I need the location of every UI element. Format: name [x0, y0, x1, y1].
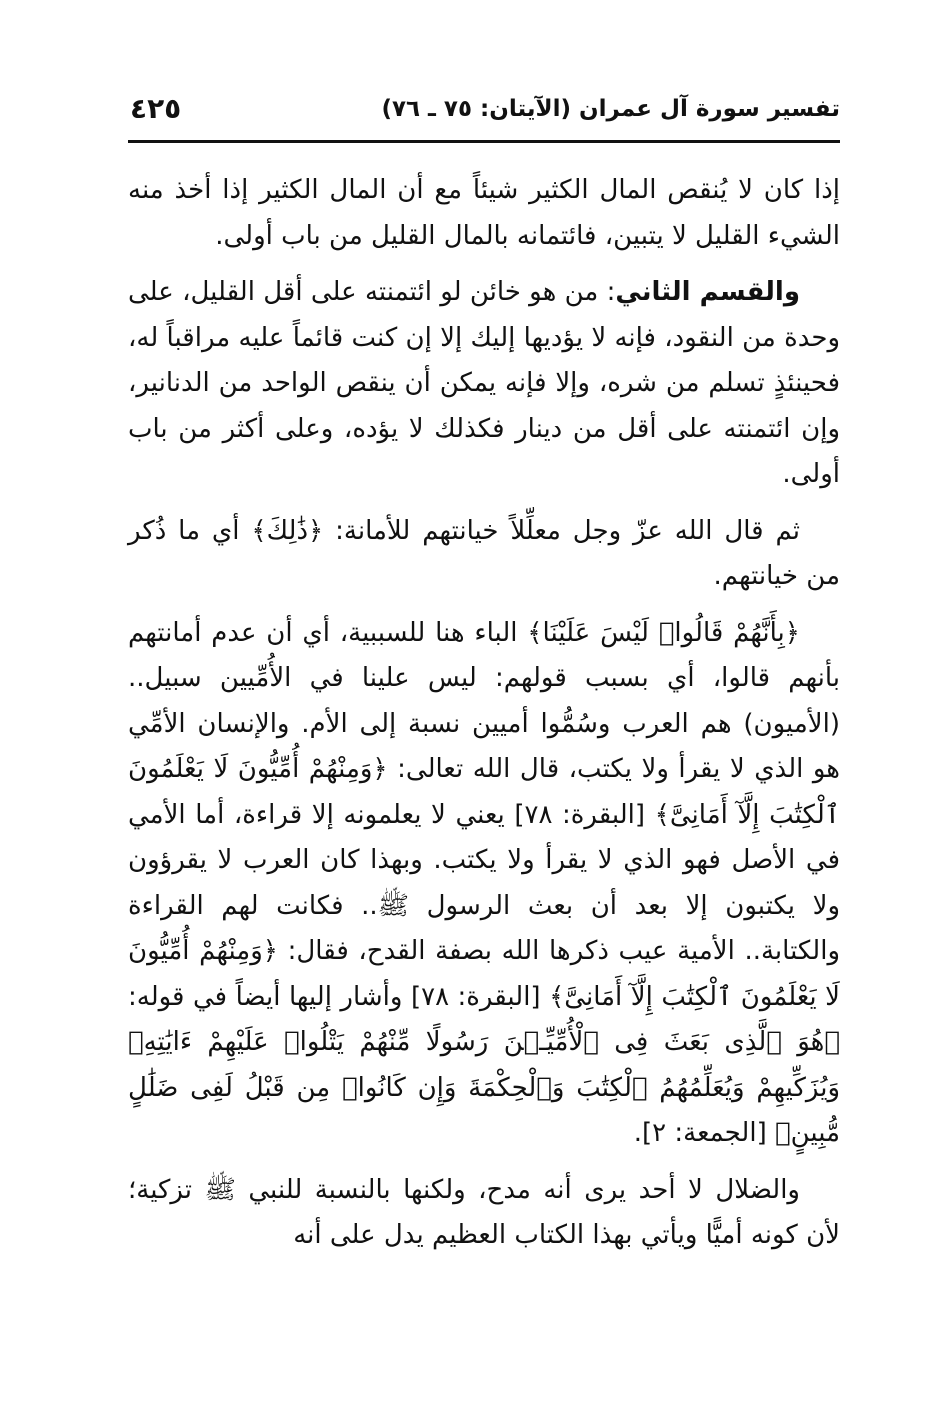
paragraph-5 — [128, 1168, 840, 1259]
running-header — [128, 92, 840, 138]
paragraph-1 — [128, 168, 840, 259]
paragraph-text: والضلال لا أحد يرى أنه مدح، ولكنها بالنسبة للنبي ﷺ تزكية؛ لأن كونه أميًّا ويأتي بهذا الكتاب العظيم يدل على أنه — [128, 1174, 840, 1250]
paragraph-4 — [128, 611, 840, 1157]
paragraph-text: إذا كان لا يُنقص المال الكثير شيئاً مع أن المال الكثير إذا أخذ منه الشيء القليل لا يتبين، فائتمانه بالمال القليل من باب أولى. — [128, 175, 840, 251]
paragraph-lead: والقسم الثاني — [615, 277, 800, 307]
paragraph-text: ثم قال الله عزّ وجل معلِّلاً خيانتهم للأمانة: ﴿ذَٰلِكَ﴾ أي ما ذُكر من خيانتهم. — [128, 515, 840, 591]
body-text — [128, 168, 840, 1270]
paragraph-text: ﴿بِأَنَّهُمْ قَالُوا۟ لَيْسَ عَلَيْنَا﴾ الباء هنا للسببية، أي أن عدم أمانتهم بأنهم قالوا، أي بسبب قولهم: ليس علينا في الأُمِّيين سبيل.. (الأميون) هم العرب وسُمُّوا أميين نسبة إلى الأم. والإنسان الأمِّي هو الذي لا يقرأ ولا يكتب، قال الله تعالى: ﴿وَمِنْهُمْ أُمِّيُّونَ لَا يَعْلَمُونَ ٱلْكِتَٰبَ إِلَّآ أَمَانِىَّ﴾ [البقرة: ٧٨] يعني لا يعلمونه إلا قراءة، أما الأمي في الأصل فهو الذي لا يقرأ ولا يكتب. وبهذا كان العرب لا يقرؤون ولا يكتبون إلا بعد أن بعث الرسول ﷺ.. فكانت لهم القراءة والكتابة.. الأمية عيب ذكرها الله بصفة القدح، فقال: ﴿وَمِنْهُمْ أُمِّيُّونَ لَا يَعْلَمُونَ ٱلْكِتَٰبَ إِلَّآ أَمَانِىَّ﴾ [البقرة: ٧٨] وأشار إليها أيضاً في قوله: ﴿هُوَ ٱلَّذِى بَعَثَ فِى ٱلْأُمِّيِّـۧنَ رَسُولًا مِّنْهُمْ يَتْلُوا۟ عَلَيْهِمْ ءَايَٰتِهِۦ وَيُزَكِّيهِمْ وَيُعَلِّمُهُمُ ٱلْكِتَٰبَ وَٱلْحِكْمَةَ وَإِن كَانُوا۟ مِن قَبْلُ لَفِى ضَلَٰلٍ مُّبِينٍ﴾ [الجمعة: ٢]. — [128, 617, 841, 1148]
paragraph-2 — [128, 270, 840, 498]
page-number: ٤٢٥ — [130, 92, 182, 125]
header-rule — [128, 140, 840, 143]
paragraph-text: : من هو خائن لو ائتمنته على أقل القليل، على وحدة من النقود، فإنه لا يؤديها إليك إلا إن كنت قائماً عليه مراقباً له، فحينئذٍ تسلم من شره، وإلا فإنه يمكن أن ينقص الواحد من الدنانير، وإن ائتمنته على أقل من دينار فكذلك لا يؤده، وعلى أكثر من باب أولى. — [128, 277, 840, 489]
paragraph-3 — [128, 509, 840, 600]
header-title: تفسير سورة آل عمران (الآيتان: ٧٥ ـ ٧٦) — [381, 96, 840, 122]
